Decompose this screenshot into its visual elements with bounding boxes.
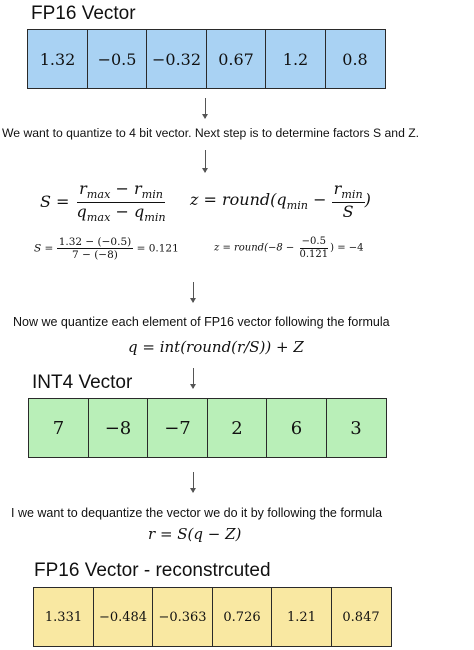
reconstructed-cell: 1.21 — [271, 587, 332, 647]
fp16-cell: −0.32 — [146, 29, 207, 89]
down-arrow-icon — [205, 150, 206, 172]
reconstructed-vector — [33, 587, 390, 647]
int4-cell: 6 — [266, 398, 327, 458]
reconstructed-cell: −0.484 — [93, 587, 154, 647]
reconstructed-cell: −0.363 — [152, 587, 213, 647]
fp16-cell: 1.32 — [27, 29, 88, 89]
fp16-cell: 0.8 — [325, 29, 386, 89]
down-arrow-icon — [193, 282, 194, 302]
reconstructed-vector-title: FP16 Vector - reconstrcuted — [34, 560, 271, 581]
int4-cell: 7 — [28, 398, 89, 458]
int4-vector — [28, 398, 385, 458]
fp16-cell: 0.67 — [206, 29, 267, 89]
int4-cell: −7 — [147, 398, 208, 458]
formula-s: S = $\frac{r_{max} - r_{min}}{q_{max} - q_{min}}$ — [40, 179, 166, 224]
formula-q: q = int(round(r/S)) + Z — [128, 338, 304, 356]
caption-quantize-elements: Now we quantize each element of FP16 vector following the formula — [13, 315, 390, 329]
calc-z: z = round(−8 − $\frac{-0.5}{0.121}$ ) = −4 — [214, 236, 364, 260]
int4-cell: −8 — [88, 398, 149, 458]
fp16-vector — [27, 29, 384, 89]
fp16-cell: −0.5 — [87, 29, 148, 89]
fp16-vector-title: FP16 Vector — [31, 3, 136, 24]
down-arrow-icon — [205, 98, 206, 118]
reconstructed-cell: 0.726 — [212, 587, 273, 647]
formula-r: r = S(q − Z) — [148, 525, 242, 543]
int4-cell: 3 — [326, 398, 387, 458]
down-arrow-icon — [193, 472, 194, 492]
reconstructed-cell: 1.331 — [33, 587, 94, 647]
caption-dequantize: I we want to dequantize the vector we do it by following the formula — [11, 506, 383, 520]
reconstructed-cell: 0.847 — [331, 587, 392, 647]
formula-z: $z = round(q_{min}$ − $\frac{r_{min}}{S}$ ) — [190, 179, 371, 221]
fp16-cell: 1.2 — [265, 29, 326, 89]
int4-vector-title: INT4 Vector — [32, 372, 133, 393]
caption-quantize: We want to quantize to 4 bit vector. Next step is to determine factors S and Z. — [2, 126, 420, 140]
down-arrow-icon — [193, 368, 194, 388]
int4-cell: 2 — [207, 398, 268, 458]
calc-s: S = $\frac{1.32 - (-0.5)}{7 - (-8)}$ = 0.121 — [34, 236, 179, 262]
